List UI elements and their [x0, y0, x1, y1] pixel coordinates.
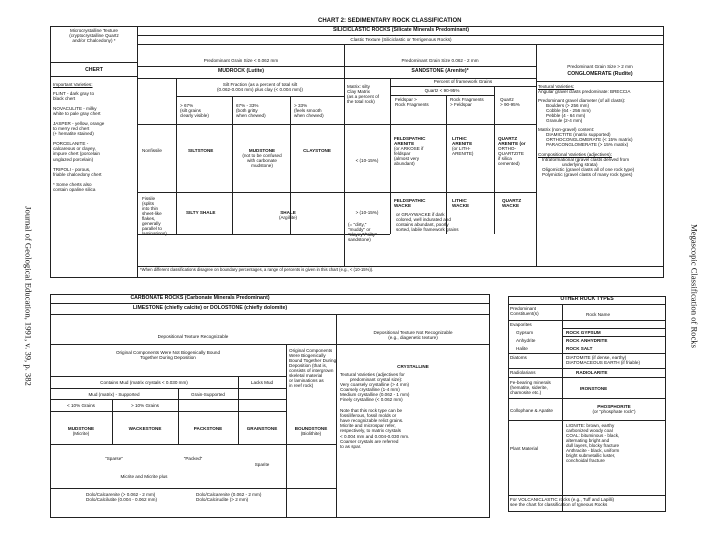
dirty-sandstone: (= "dirty," "muddy" or "clayey"/"silty" sandstone): [348, 222, 377, 243]
radiolarians-label: Radiolarians: [510, 370, 536, 375]
mudstone-cell: MUDSTONE (not to be confused with carbonate mudstone): [242, 148, 282, 169]
vline: [390, 78, 391, 234]
divider: [50, 399, 286, 400]
quartz-wacke: QUARTZ WACKE: [502, 198, 522, 209]
divider: [50, 376, 286, 377]
claystone-cell: CLAYSTONE: [303, 148, 331, 153]
dolo-calc-right: Dolo/Calcarenite (0.062 - 2 mm) Dolo/Calcirudite (> 2 mm): [196, 492, 262, 503]
contains-mud: Contains Mud (matrix crystals < 0.030 mm): [100, 380, 188, 385]
divider: [508, 368, 666, 369]
divider: [508, 377, 666, 378]
depositional-not-recognizable: Depositional Texture Not Recognizable (e.g., diagenetic texture): [373, 330, 453, 341]
shale-cell: SHALE (Argillite): [278, 210, 298, 221]
grain-supported: Grain-Supported: [191, 392, 225, 397]
divider: [508, 398, 666, 399]
carbonate-title: CARBONATE ROCKS (Carbonate Minerals Predominant): [130, 295, 270, 301]
halite-rock: ROCK SALT: [566, 346, 593, 351]
divider: [536, 81, 664, 82]
other-col2-header: Rock Name: [586, 312, 610, 317]
fw-col-2: Rock Fragments > Feldspar: [450, 97, 484, 108]
journal-citation: Journal of Geological Education, 1991, v. 39, p. 382: [23, 206, 34, 386]
conglomerate-title: CONGLOMERATE (Rudite): [567, 71, 633, 77]
divider: [508, 353, 666, 354]
conglomerate-varieties: Textural Varieties: Angular gravel clasts predominate: BRECCIA Predominant gravel diameter (of all clasts): Boulders (> 256 mm) Cobble (64 - 256 mm) Pebble (4 - 64 mm) Granule (2-4 mm) Matrix (non-gravel) content: DIAMICTITE (matrix supported) ORTHOCONGLOMERATE (< 15% matrix) PARACONGLOMERATE (> 15% matrix) Compositional Varieties (adjectives): Intraformational (gravel clasts derived from underlying strata) Oligomictic (gravel clasts all of one rock type) Polymictic (gravel clasts of many rock types): [538, 84, 635, 177]
other-col1-header: Predominant Constituent(s): [510, 306, 539, 317]
matrix-gt: > (10-15%): [355, 210, 379, 215]
grain-sand: Predominant Grain Size 0.062 - 2 mm: [401, 58, 479, 63]
packstone-cell: PACKSTONE: [193, 426, 223, 431]
plant-label: Plant Material: [510, 446, 539, 451]
chert-varieties: Important Varieties: FLINT - dark gray to black chert NOVACULITE - milky white to pale gray chert JASPER - yellow, orange to merry red chert (+ hematite stained) PORCELANITE - calcareous or clayey, impure chert (porcelain unglazed porcelain) TRIPOLI - porous, friable chalcedony chert * Some cherts also contain opaline silica: [53, 82, 105, 192]
dolo-calc-left: Dolo/Calcarenite (> 0.062 - 2 mm) Dolo/Calcilutite (0.004 - 0.062 mm): [86, 492, 157, 503]
graywacke-note: or GRAYWACKE if dark colored, well indurated and contains abundant, poorly sorted, labile framework grains: [396, 212, 459, 233]
quartz-header: Quartz < 90-95%: [424, 88, 460, 93]
anhydrite-label: Anhydrite: [516, 338, 536, 343]
crystalline-text: Textural Varieties (adjectives for predominant crystal size): Very coarsely crystalline (> 4 mm) Coarsely crystalline (1-4 mm) Medium crystalline (0.062 - 1 mm) Finely crystalline (< 0.062 mm) Note that this rock type can be fossiliferous, fossil molds or have recognizable relict grains. Micrite and microspar refer, respectively, to matrix crystals < 0.004 mm and 0.004-0.030 mm. Coarser crystals are referred to as spar.: [340, 372, 410, 449]
vline: [176, 78, 177, 234]
halite-label: Halite: [516, 346, 528, 351]
phosphorite-rock: PHOSPHORITE (or "phosphate rock"): [592, 404, 636, 415]
divider: [138, 44, 664, 45]
divider: [138, 124, 536, 125]
divider: [138, 192, 536, 193]
divider: [562, 336, 666, 337]
divider: [50, 344, 490, 345]
siliciclastic-title: SILICICLASTIC ROCKS (Silicate Minerals Predominant): [332, 27, 470, 33]
volcaniclastic-note: For VOLCANICLASTIC rocks (e.g., Tuff and Lapilli) see the chart for classification of Igneous Rocks: [510, 497, 615, 508]
grain-gravel: Predominant Grain Size > 2 mm: [567, 64, 633, 69]
lt10-grains: < 10% Grains: [67, 403, 95, 408]
chart-title: CHART 2: SEDIMENTARY ROCK CLASSIFICATION: [318, 18, 462, 24]
chert-divider-2: [50, 76, 138, 77]
boundstone-cell: BOUNDSTONE (Biolithite): [294, 426, 328, 437]
collophane-label: Collophane & Apatite: [510, 408, 553, 413]
coal-text: LIGNITE: brown, earthy carbonized woody coal COAL: bituminous - black, alternating bright and dull layers, blocky fracture Anthracite - black, uniform bright submetallic luster, conchoidal fracture: [566, 423, 620, 464]
silt-fraction-header: Silt Fraction (as a percent of total silt (0.062-0.004 mm) plus clay (< 0.004 mm)): [217, 82, 303, 93]
divider: [562, 328, 666, 329]
ironstone-rock: IRONSTONE: [580, 386, 608, 391]
divider: [50, 488, 336, 489]
vline: [238, 376, 239, 444]
vline: [112, 399, 113, 444]
micrite-label: Micrite and Micrite plus: [120, 474, 168, 479]
page-subject: Megascopic Classification of Rocks: [689, 224, 700, 348]
divider: [138, 234, 390, 235]
quartz-arenite: QUARTZ ARENITE (or ORTHO- QUARTZITE if silica cemented): [498, 136, 526, 167]
matrix-header: Matrix: silty Clay Matrix (as a percent of the total rock): [347, 84, 379, 105]
divider: [50, 444, 336, 445]
mud-supported: Mud (matrix) - Supported: [88, 392, 140, 397]
divider: [138, 66, 536, 67]
silt-pct-3: > 33% (feels smooth when chewed): [294, 103, 324, 119]
matrix-lt: < (10-15%): [355, 158, 379, 163]
orig-not-bound: Original Components Were Not Biogenically Bound Together During Deposition: [115, 350, 221, 361]
divider: [50, 388, 286, 389]
divider: [50, 303, 490, 304]
vline: [494, 86, 495, 234]
divider: [138, 35, 664, 36]
fissile-label: Fissile (splits into thin sheet-like flakes, generally parallel to laminations): [142, 196, 167, 237]
lithic-wacke: LITHIC WACKE: [452, 198, 470, 209]
siliciclastic-footnote: *When different classifications disagree on boundary percentages, a range of percents is given in this chart (e.g., < (10-15%)).: [140, 267, 374, 272]
chert-header: Microcrystalline Texture (cryptocrystalline Quartz and/or Chalcedony) *: [69, 28, 119, 44]
sandstone-title: SANDSTONE (Arenite)*: [411, 68, 469, 74]
radiolarite-rock: RADIOLARITE: [576, 370, 608, 375]
diatomite-rock: DIATOMITE (if dense, earthy) DIATOMACEOUS EARTH (if friable): [566, 355, 641, 366]
gypsum-rock: ROCK GYPSUM: [566, 330, 601, 335]
clastic-subtitle: Clastic Texture (Siliciclastic or Terrigenous Rocks): [350, 37, 452, 42]
feldspathic-arenite: FELDSPATHIC ARENITE (or ARKOSE if feldspar (almost very abundant): [394, 136, 426, 167]
chert-divider: [50, 62, 138, 63]
orig-bound: Original Components Were Biogenically Bound Together During Deposition (that is, consists of intergrown skeletal material or laminations as in reef rock): [289, 348, 337, 389]
fw-col-3: Quartz > 90-95%: [500, 97, 520, 108]
lacks-mud: Lacks Mud: [250, 380, 274, 385]
carbonate-subtitle: LIMESTONE (chiefly calcite) or DOLOSTONE (chiefly dolomite): [132, 305, 288, 311]
lithic-arenite: LITHIC ARENITE (or LITH- ARENITE): [452, 136, 474, 157]
nonfissile-label: Nonfissile: [142, 148, 162, 153]
chert-title: CHERT: [85, 67, 103, 73]
divider: [508, 420, 666, 421]
diatoms-label: Diatoms: [510, 355, 527, 360]
vline: [178, 388, 179, 444]
divider: [176, 96, 344, 97]
divider: [390, 95, 494, 96]
divider: [508, 320, 666, 321]
mudstone-carb: MUDSTONE (Micrite): [67, 426, 95, 437]
grain-mud: Predominant Grain Size < 0.062 mm: [203, 58, 279, 63]
divider: [508, 304, 666, 305]
other-title: OTHER ROCK TYPES: [560, 296, 614, 302]
packed-label: "Packed": [183, 456, 203, 461]
fw-col-1: Feldspar > Rock Fragments: [395, 97, 429, 108]
silt-pct-2: 67% - 33% (both gritty when chewed): [236, 103, 266, 119]
gt10-grains: > 10% Grains: [131, 403, 159, 408]
mudrock-title: MUDROCK (Lutite): [217, 68, 265, 74]
divider: [50, 314, 490, 315]
iron-minerals-label: Fe-bearing minerals (hematite, siderite, chamosite etc.): [510, 380, 551, 396]
framework-header: Percent of framework Grains: [433, 79, 493, 84]
divider: [508, 495, 666, 496]
sparite-label: Sparite: [254, 462, 270, 467]
crystalline-title: CRYSTALLINE: [397, 364, 429, 369]
wackestone-cell: WACKESTONE: [128, 426, 162, 431]
divider: [390, 86, 536, 87]
sparse-label: "Sparse": [105, 456, 123, 461]
silt-pct-1: > 67% (silt grains clearly visible): [180, 103, 209, 119]
siltstone-cell: SILTSTONE: [188, 148, 214, 153]
grainstone-cell: GRAINSTONE: [246, 426, 278, 431]
silty-shale-cell: SILTY SHALE: [186, 210, 216, 215]
feldspathic-wacke: FELDSPATHIC WACKE: [394, 198, 426, 209]
evaporites-label: Evaporites: [510, 322, 532, 327]
depositional-recognizable: Depositional Texture Recognizable: [157, 334, 229, 339]
anhydrite-rock: ROCK ANHYDRITE: [566, 338, 608, 343]
gypsum-label: Gypsum: [516, 330, 534, 335]
divider: [50, 411, 286, 412]
